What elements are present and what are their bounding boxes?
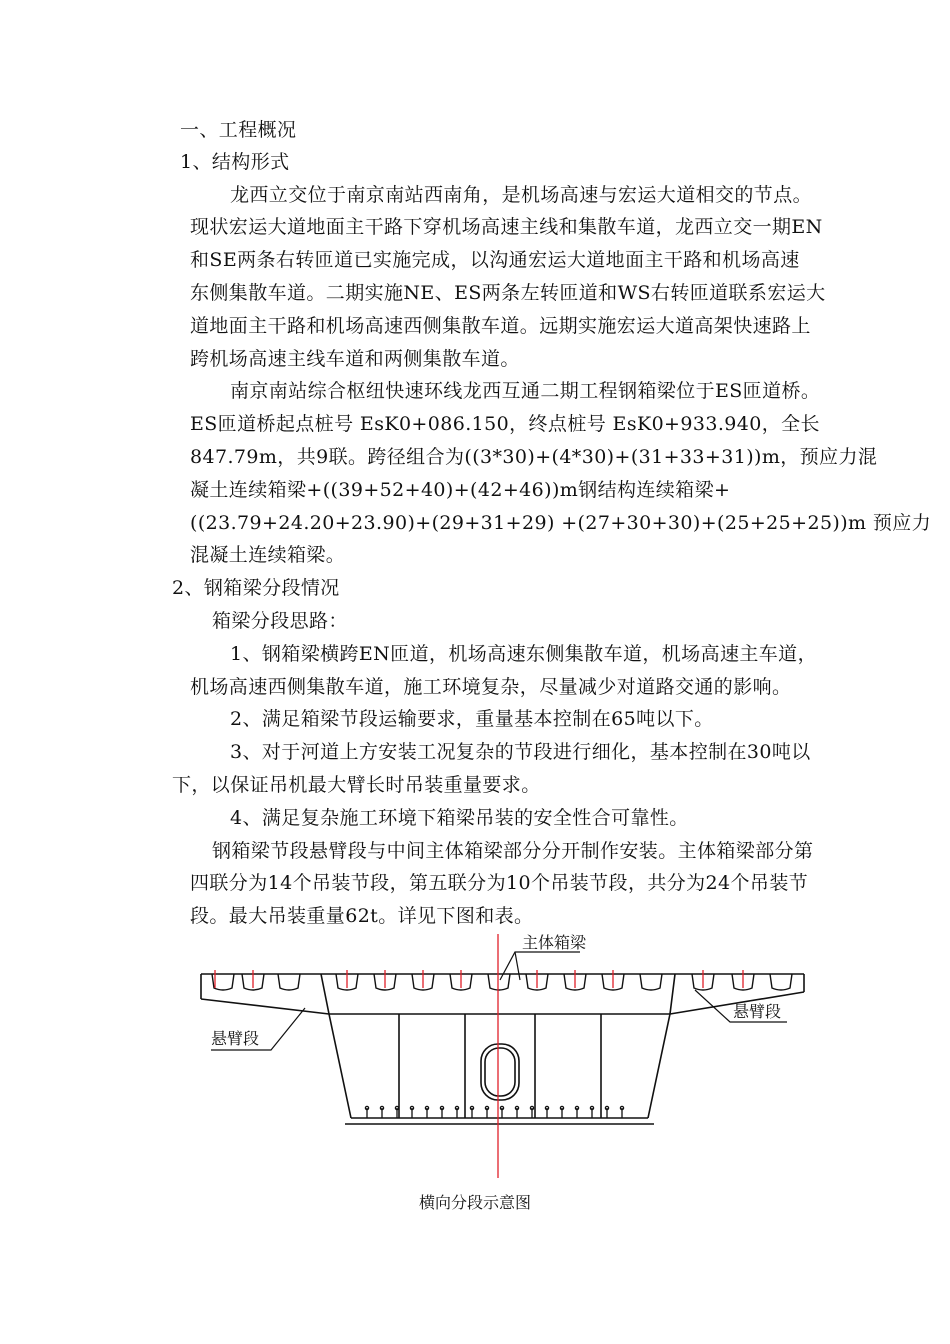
u-rib bbox=[640, 974, 662, 990]
para1-line-3: 和SE两条右转匝道已实施完成，以沟通宏运大道地面主干路和机场高速 bbox=[190, 249, 800, 271]
item4: 4、满足复杂施工环境下箱梁吊装的安全性合可靠性。 bbox=[230, 807, 689, 829]
para1-line-6: 跨机场高速主线车道和两侧集散车道。 bbox=[190, 348, 520, 370]
para2-line-3: 847.79m，共9联。跨径组合为((3*30)+(4*30)+(31+33+31))m，预应力混 bbox=[190, 446, 878, 468]
para2-line-1: 南京南站综合枢纽快速环线龙西互通二期工程钢箱梁位于ES匝道桥。 bbox=[230, 380, 821, 402]
para2-line-4: 凝土连续箱梁+((39+52+40)+(42+46))m钢结构连续箱梁+ bbox=[190, 479, 731, 501]
section-title: 一、工程概况 bbox=[180, 119, 297, 141]
item2: 2、满足箱梁节段运输要求，重量基本控制在65吨以下。 bbox=[230, 708, 714, 730]
structure-heading: 1、结构形式 bbox=[180, 151, 290, 173]
summary-line-2: 四联分为14个吊装节段，第五联分为10个吊装节段，共分为24个吊装节 bbox=[190, 872, 809, 894]
figure-caption: 横向分段示意图 bbox=[418, 1193, 531, 1212]
bottom-stiffeners bbox=[365, 1106, 623, 1118]
box-girder-outline bbox=[201, 974, 804, 1124]
para2-line-6: 混凝土连续箱梁。 bbox=[190, 544, 346, 566]
item3-line-1: 3、对于河道上方安装工况复杂的节段进行细化，基本控制在30吨以 bbox=[230, 741, 811, 763]
segmentation-subheading: 箱梁分段思路： bbox=[212, 610, 348, 632]
item3-line-2: 下，以保证吊机最大臂长时吊装重量要求。 bbox=[172, 774, 541, 796]
item1-line-1: 1、钢箱梁横跨EN匝道，机场高速东侧集散车道，机场高速主车道， bbox=[230, 643, 817, 665]
summary-line-1: 钢箱梁节段悬臂段与中间主体箱梁部分分开制作安装。主体箱梁部分第 bbox=[212, 840, 814, 862]
para2-line-2: ES匝道桥起点桩号 EsK0+086.150，终点桩号 EsK0+933.940，全长 bbox=[190, 413, 820, 435]
para1-line-2: 现状宏运大道地面主干路下穿机场高速主线和集散车道，龙西立交一期EN bbox=[190, 216, 823, 238]
summary-line-3: 段。最大吊装重量62t。详见下图和表。 bbox=[190, 905, 534, 927]
segmentation-heading: 2、钢箱梁分段情况 bbox=[172, 577, 340, 599]
u-rib bbox=[488, 974, 510, 990]
cross-section-figure bbox=[195, 932, 810, 1180]
u-rib bbox=[770, 974, 792, 990]
segment-cut-marks bbox=[215, 970, 743, 988]
leader-lines bbox=[211, 952, 787, 1050]
para1-line-1: 龙西立交位于南京南站西南角，是机场高速与宏运大道相交的节点。 bbox=[230, 184, 813, 206]
para1-line-5: 道地面主干路和机场高速西侧集散车道。远期实施宏运大道高架快速路上 bbox=[190, 315, 811, 337]
cantilever-label-left: 悬臂段 bbox=[211, 1029, 260, 1048]
cantilever-label-right: 悬臂段 bbox=[733, 1002, 782, 1021]
para1-line-4: 东侧集散车道。二期实施NE、ES两条左转匝道和WS右转匝道联系宏运大 bbox=[190, 282, 826, 304]
u-rib bbox=[278, 974, 300, 990]
para2-line-5: ((23.79+24.20+23.90)+(29+31+29) +(27+30+30)+(25+25+25))m 预应力 bbox=[190, 512, 932, 534]
main-box-label: 主体箱梁 bbox=[522, 933, 587, 952]
item1-line-2: 机场高速西侧集散车道，施工环境复杂，尽量减少对道路交通的影响。 bbox=[190, 676, 792, 698]
